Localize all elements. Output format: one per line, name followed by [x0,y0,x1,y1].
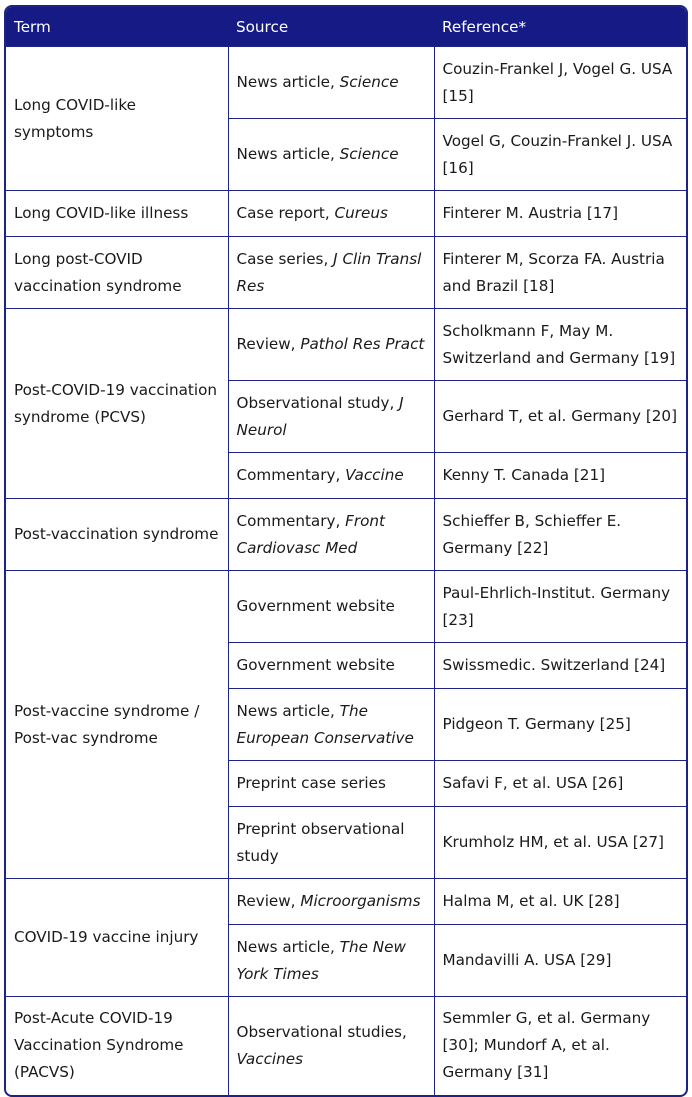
source-cell [228,119,434,191]
reference-cell: Scholkmann F, May M. Switzerland and Germany [19] [434,309,686,381]
header-term: Term [6,7,228,47]
reference-cell: Safavi F, et al. USA [26] [434,761,686,807]
term-cell: Post-vaccine syndrome / Post-vac syndrome [6,571,228,879]
source-type: News article, [236,937,340,956]
source-journal: Front Cardiovasc Med [236,511,385,557]
reference-cell: Couzin-Frankel J, Vogel G. USA [15] [434,47,686,119]
table-row [6,309,686,381]
reference-cell: Krumholz HM, et al. USA [27] [434,807,686,879]
source-cell [228,689,434,761]
source-type: Preprint case series [236,774,386,792]
source-type: Commentary, [236,466,346,484]
term-cell: Long COVID-like symptoms [6,47,228,191]
source-cell [228,925,434,997]
source-type: Government website [236,656,395,674]
source-journal: The New York Times [236,937,406,983]
source-type: Case series, [236,249,334,268]
table-row [6,499,686,571]
source-cell [228,879,434,925]
reference-cell: Kenny T. Canada [21] [434,453,686,499]
header-row [6,7,686,47]
source-cell [228,807,434,879]
table-row [6,191,686,237]
header-reference: Reference* [434,7,686,47]
source-cell [228,499,434,571]
table-row [6,571,686,643]
term-cell: Post-COVID-19 vaccination syndrome (PCVS) [6,309,228,499]
reference-cell: Finterer M, Scorza FA. Austria and Brazil [18] [434,237,686,309]
term-cell: Post-Acute COVID-19 Vaccination Syndrome (PACVS) [6,997,228,1095]
reference-cell: Semmler G, et al. Germany [30]; Mundorf A, et al. Germany [31] [434,997,686,1095]
term-cell: Long post-COVID vaccination syndrome [6,237,228,309]
source-type: Review, [236,892,301,910]
source-journal: Cureus [334,204,388,222]
source-cell [228,997,434,1095]
source-cell [228,237,434,309]
table-row [6,997,686,1095]
source-type: News article, [236,145,340,163]
source-type: Preprint observational study [236,819,405,865]
source-journal: The European Conservative [236,701,414,747]
source-journal: Pathol Res Pract [300,335,425,353]
source-cell [228,309,434,381]
source-journal: Vaccines [236,1049,304,1068]
header-source: Source [228,7,434,47]
source-type: Observational studies, [236,1022,407,1041]
source-type: Government website [236,597,395,615]
terms-table [6,7,686,1095]
term-cell: Long COVID-like illness [6,191,228,237]
table-row [6,879,686,925]
source-cell [228,571,434,643]
source-type: Observational study, [236,393,400,412]
source-cell [228,47,434,119]
table-row [6,47,686,119]
source-journal: J Neurol [236,393,404,439]
source-type: Commentary, [236,511,346,530]
reference-cell: Halma M, et al. UK [28] [434,879,686,925]
reference-cell: Paul-Ehrlich-Institut. Germany [23] [434,571,686,643]
reference-cell: Pidgeon T. Germany [25] [434,689,686,761]
table-row [6,237,686,309]
term-cell: Post-vaccination syndrome [6,499,228,571]
source-cell [228,761,434,807]
source-type: News article, [236,73,340,91]
source-journal: Science [339,73,399,91]
reference-cell: Finterer M. Austria [17] [434,191,686,237]
terms-table-container [4,5,688,1097]
source-journal: Science [339,145,399,163]
term-cell: COVID-19 vaccine injury [6,879,228,997]
reference-cell: Vogel G, Couzin-Frankel J. USA [16] [434,119,686,191]
source-type: News article, [236,701,340,720]
source-type: Case report, [236,204,335,222]
source-journal: Microorganisms [300,892,421,910]
source-cell [228,191,434,237]
source-type: Review, [236,335,301,353]
source-cell [228,453,434,499]
reference-cell: Gerhard T, et al. Germany [20] [434,381,686,453]
source-journal: J Clin Transl Res [236,249,422,295]
reference-cell: Schieffer B, Schieffer E. Germany [22] [434,499,686,571]
source-cell [228,643,434,689]
source-cell [228,381,434,453]
source-journal: Vaccine [345,466,404,484]
reference-cell: Mandavilli A. USA [29] [434,925,686,997]
reference-cell: Swissmedic. Switzerland [24] [434,643,686,689]
